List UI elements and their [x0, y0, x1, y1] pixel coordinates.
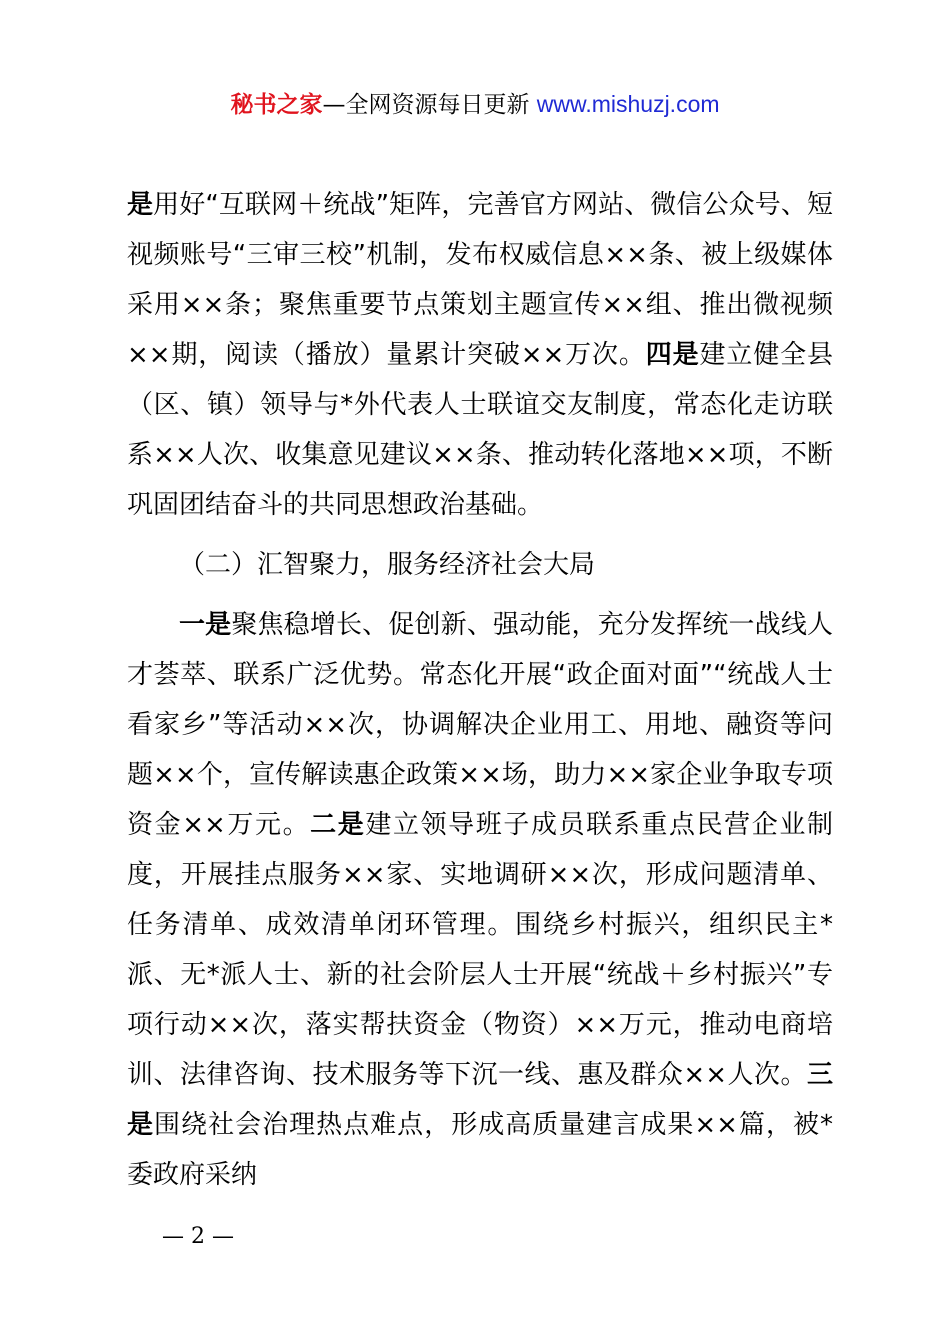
bold-lead-ershi: 二是: [310, 810, 366, 840]
brand-name: 秘书之家: [230, 92, 323, 118]
document-body: [127, 180, 833, 1200]
header-tagline: —全网资源每日更新: [322, 92, 537, 118]
paragraph-text: 建立领导班子成员联系重点民营企业制度，开展挂点服务××家、实地调研××次，形成问题清单、任务清单、成效清单闭环管理。围绕乡村振兴，组织民主*派、无*派人士、新的社会阶层人士开展“统战＋乡村振兴”专项行动××次，落实帮扶资金（物资）××万元，推动电商培训、法律咨询、技术服务等下沉一线、惠及群众××人次。: [127, 810, 833, 1090]
paragraph-text: 聚焦稳增长、促创新、强动能，充分发挥统一战线人才荟萃、联系广泛优势。常态化开展“政企面对面”“统战人士看家乡”等活动××次，协调解决企业用工、用地、融资等问题××个，宣传解读惠企政策××场，助力××家企业争取专项资金××万元。: [127, 610, 833, 840]
page-header: [0, 88, 950, 121]
page-number: — 2 —: [162, 1224, 234, 1249]
section-heading: （二）汇智聚力，服务经济社会大局: [179, 550, 596, 580]
paragraph-text: 建立健全县（区、镇）领导与*外代表人士联谊交友制度，常态化走访联系××人次、收集意见建议××条、推动转化落地××项，不断巩固团结奋斗的共同思想政治基础。: [127, 340, 833, 520]
bold-lead-sishi: 四是: [645, 340, 700, 370]
paragraph-service-economy: [127, 600, 833, 1200]
paragraph-text: 围绕社会治理热点难点，形成高质量建言成果××篇，被*委政府采纳: [127, 1110, 833, 1190]
bold-lead-shi: 是: [127, 190, 154, 220]
paragraph-continuation: [127, 180, 833, 530]
paragraph-text: 用好“互联网＋统战”矩阵，完善官方网站、微信公众号、短视频账号“三审三校”机制，发布权威信息××条、被上级媒体采用××条；聚焦重要节点策划主题宣传××组、推出微视频××期，阅读（播放）量累计突破××万次。: [127, 190, 833, 370]
bold-lead-sanshi: 三是: [127, 1060, 833, 1140]
site-url-link[interactable]: www.mishuzj.com: [536, 91, 720, 117]
bold-lead-yishi: 一是: [179, 610, 232, 640]
